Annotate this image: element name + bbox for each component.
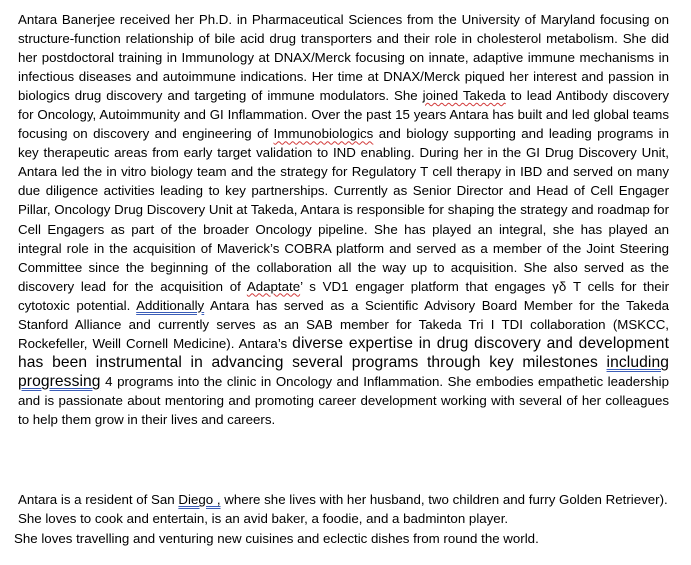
spelling-flag-adaptate[interactable]: Adaptate — [246, 278, 301, 294]
document-body — [14, 10, 670, 546]
text-run-large: diverse expertise in drug discovery and development has been instrumental in advancing several programs through key milestones — [18, 334, 669, 371]
text-run: ’ s VD1 engager platform that engages γδ T cells for their cytotoxic potential. — [18, 278, 670, 313]
text-run: Antara Banerjee received her Ph.D. in Pharmaceutical Sciences from the University of Maryland focusing on structure-function relationship of bile acid drug transporters and their role in cholesterol metabolism. She did her postdoctoral training in Immunology at DNAX/Merck focusing on innate, adaptive immune mechanisms in infectious diseases and autoimmune indications. Her time at DNAX/Merck piqued her interest and passion in biologics drug discovery and targeting of immune modulators. She — [18, 12, 669, 104]
grammar-flag-including-progressing[interactable]: including progressing — [18, 353, 669, 390]
grammar-flag-additionally[interactable]: Additionally — [136, 297, 205, 313]
text-run: 4 programs into the clinic in Oncology and Inflammation. She embodies empathetic leadership and is passionate about mentoring and promoting career development working with several of her colleagues to help them grow in their lives and careers. — [18, 373, 669, 427]
text-run: where she lives with her husband, two children and furry Golden Retriever). She loves to cook and entertain, is an avid baker, a foodie, and a badminton player. — [18, 492, 668, 527]
text-line-travel: She loves travelling and venturing new cuisines and eclectic dishes from round the world. — [14, 530, 539, 546]
text-run: Antara has served as a Scientific Advisory Board Member for the Takeda Stanford Alliance and currently serves as an SAB member for Takeda Tri I TDI collaboration (MSKCC, Rockefeller, Weill Cornell Medicine). Antara’s — [18, 297, 669, 351]
text-run: Antara is a resident of San — [18, 492, 179, 507]
bio-paragraph-personal — [14, 490, 669, 548]
text-run: and biology supporting and leading programs in key therapeutic areas from early target validation to IND enabling. During her in the GI Drug Discovery Unit, Antara led the in vitro biology team and the strategy for Regulatory T cell therapy in IBD and served on many due diligence activities leading to key partnerships. Currently as Senior Director and Head of Cell Engager Pillar, Oncology Drug Discovery Unit at Takeda, Antara is responsible for shaping the strategy and roadmap for Cell Engagers as part of the broader Oncology pipeline. She has played an integral, she has played an integral role in the acquisition of Maverick’s COBRA platform and served as a member of the Joint Steering Committee since the beginning of the collaboration all the way up to acquisition. She also served as the discovery lead for the acquisition of — [18, 126, 669, 294]
spelling-flag-immunobiologics[interactable]: Immunobiologics — [273, 126, 374, 142]
grammar-flag-diego[interactable]: Diego , — [178, 492, 221, 507]
spelling-flag-joined-takeda[interactable]: joined Takeda — [422, 88, 506, 104]
text-run: to lead Antibody discovery for Oncology, Autoimmunity and GI Inflammation. Over the past 15 years Antara has built and led global teams focusing on discovery and engineering of — [18, 88, 669, 142]
bio-paragraph-career — [18, 10, 669, 429]
